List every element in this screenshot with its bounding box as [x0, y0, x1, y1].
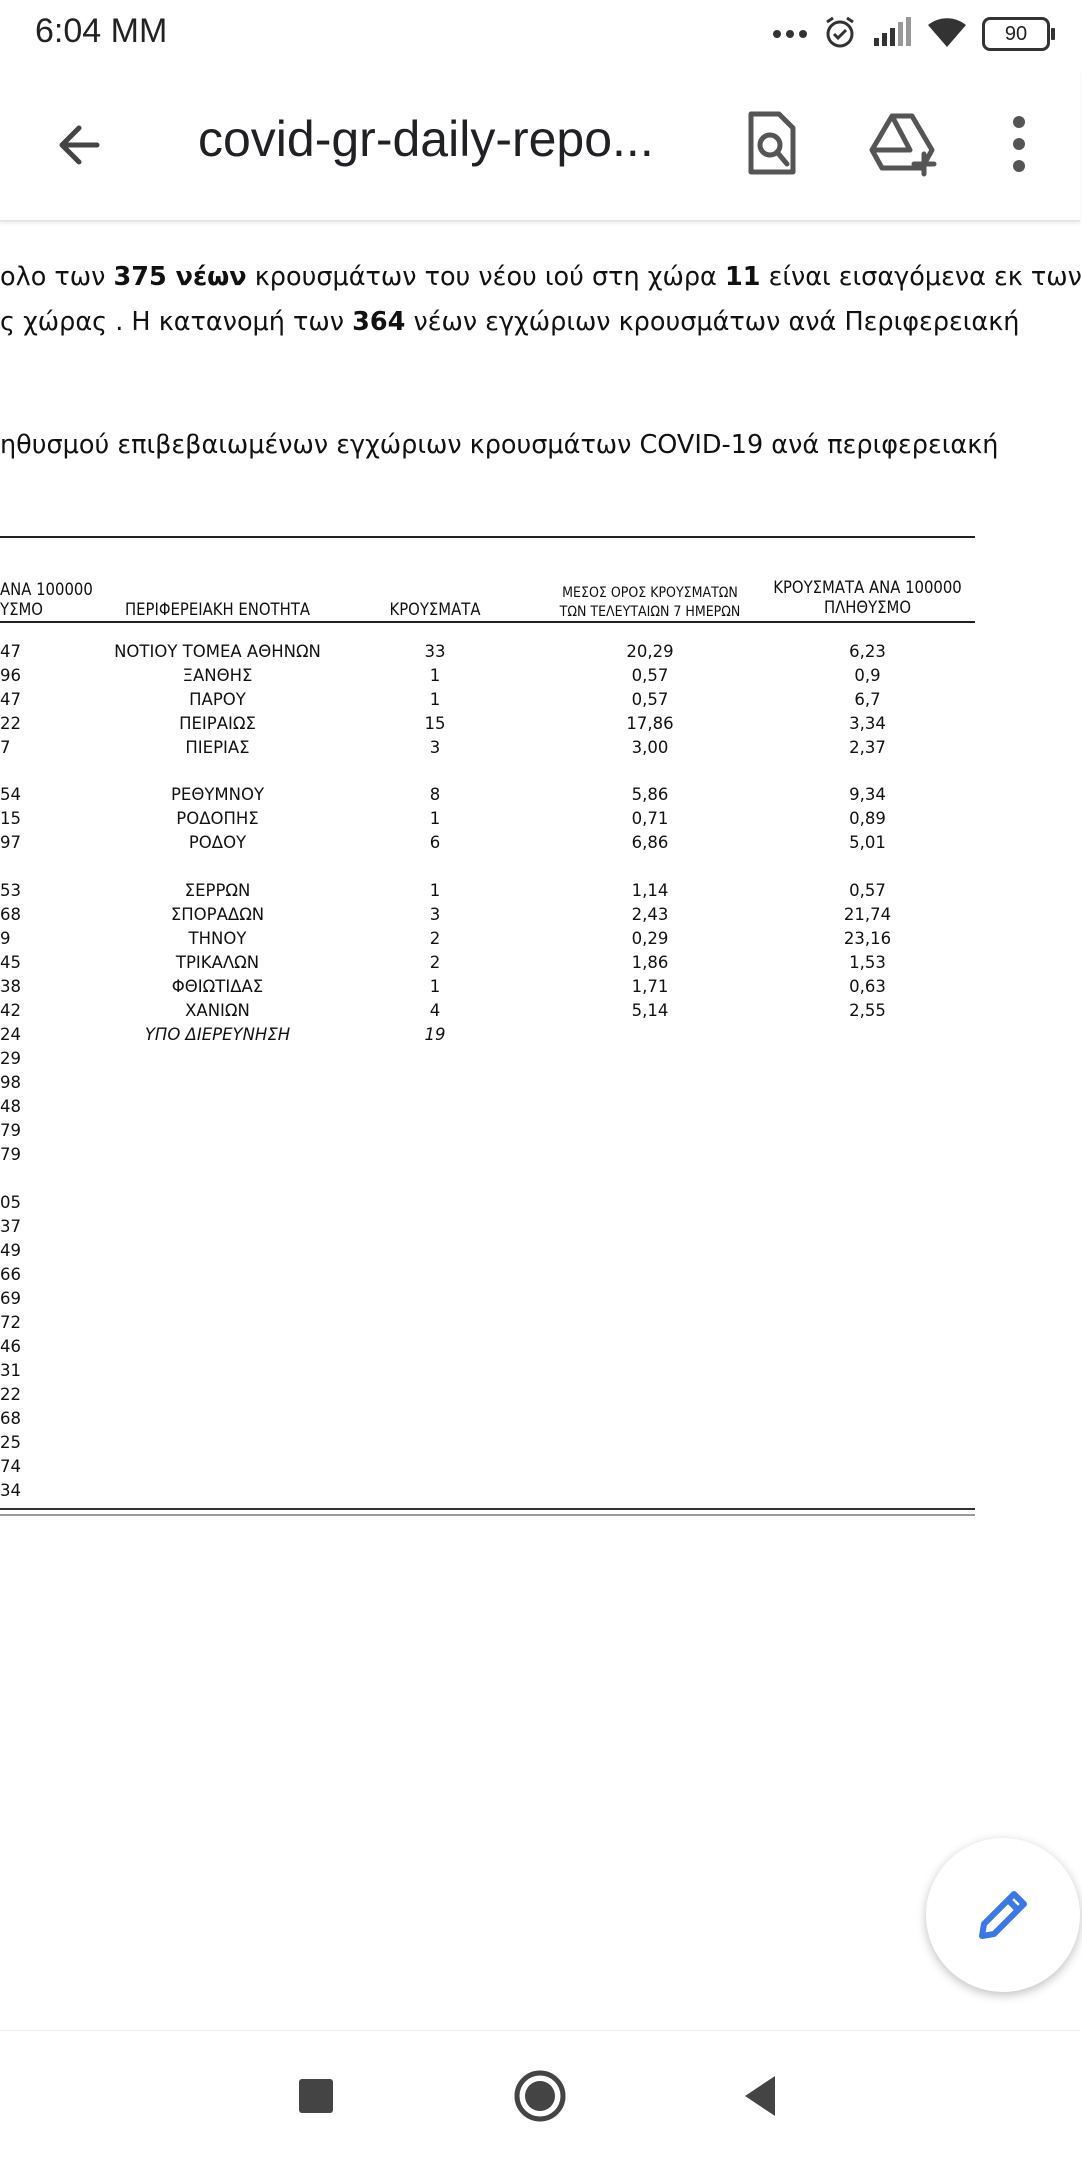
- table-cell-per-100000: 0,63: [849, 977, 886, 996]
- table-cell-7day-average: 5,86: [631, 785, 669, 804]
- table-cell-cases: 4: [429, 1001, 441, 1020]
- edit-fab-button[interactable]: [926, 1838, 1080, 1992]
- table-cell-cases: 6: [429, 833, 441, 852]
- table-cell-region: ΦΘΙΩΤΙΔΑΣ: [171, 977, 264, 996]
- table-cell-left-partial: 42: [0, 1001, 21, 1020]
- table-cell-per-100000: 0,57: [849, 881, 886, 900]
- table-cell-left-partial: 54: [0, 785, 21, 804]
- table-cell-per-100000: 23,16: [843, 929, 892, 948]
- table-cell-7day-average: 3,00: [631, 738, 669, 757]
- status-time: 6:04 ΜΜ: [35, 12, 168, 50]
- table-cell-per-100000: 2,55: [849, 1001, 886, 1020]
- table-cell-region: ΥΠΟ ΔΙΕΡΕΥΝΗΣΗ: [144, 1025, 291, 1044]
- document-title: covid-gr-daily-repo...: [198, 111, 654, 167]
- table-cell-cases: 3: [429, 738, 441, 757]
- table-cell-cases: 2: [429, 953, 441, 972]
- table-cell-left-partial: 15: [0, 809, 21, 828]
- table-cell-region: ΧΑΝΙΩΝ: [185, 1001, 250, 1020]
- table-cell-left-partial: 66: [0, 1265, 21, 1284]
- table-cell-left-partial: 7: [0, 738, 11, 757]
- app-bar: [0, 70, 1080, 222]
- table-cell-7day-average: 5,14: [631, 1001, 669, 1020]
- table-cell-per-100000: 5,01: [849, 833, 886, 852]
- table-cell-region: ΡΕΘΥΜΝΟΥ: [170, 785, 265, 804]
- battery-indicator: [982, 17, 1050, 51]
- table-cell-left-partial: 47: [0, 642, 21, 661]
- document-page[interactable]: [0, 222, 1080, 2022]
- signal-icon: [872, 16, 912, 52]
- table-cell-7day-average: 20,29: [626, 642, 674, 661]
- table-cell-cases: 3: [429, 905, 441, 924]
- status-bar: [0, 0, 1080, 70]
- table-cell-cases: 8: [429, 785, 441, 804]
- table-cell-7day-average: 0,57: [631, 666, 669, 685]
- table-cell-left-partial: 9: [0, 929, 11, 948]
- table-cell-cases: 1: [429, 881, 441, 900]
- paragraph-2-line-1: ηθυσμού επιβεβαιωμένων εγχώριων κρουσμάτων COVID-19 ανά περιφερειακή: [0, 430, 999, 460]
- table-cell-left-partial: 22: [0, 714, 21, 733]
- header-7day-average: ΜΕΣΟΣ ΟΡΟΣ ΚΡΟΥΣΜΑΤΩΝ ΤΩΝ ΤΕΛΕΥΤΑΙΩΝ 7 ΗΜΕΡΩΝ: [559, 585, 741, 620]
- table-cell-cases: 1: [429, 666, 441, 685]
- table-cell-region: ΞΑΝΘΗΣ: [182, 666, 253, 685]
- table-cell-region: ΝΟΤΙΟΥ ΤΟΜΕΑ ΑΘΗΝΩΝ: [114, 642, 321, 661]
- navigation-bar: [0, 2030, 1080, 2161]
- table-cell-per-100000: 6,7: [854, 690, 881, 709]
- table-cell-left-partial: 69: [0, 1289, 21, 1308]
- table-cell-left-partial: 24: [0, 1025, 21, 1044]
- table-cell-7day-average: 1,71: [631, 977, 669, 996]
- find-in-document-button[interactable]: [735, 108, 807, 180]
- header-left-partial: ΑΝΑ 100000 ΥΣΜΟ: [0, 580, 93, 619]
- back-arrow-icon: [45, 110, 115, 180]
- table-cell-left-partial: 46: [0, 1337, 21, 1356]
- table-cell-7day-average: 0,29: [631, 929, 669, 948]
- table-cell-7day-average: 17,86: [626, 714, 674, 733]
- table-cell-left-partial: 31: [0, 1361, 21, 1380]
- table-cell-left-partial: 79: [0, 1121, 21, 1140]
- paragraph-1-line-1: ολο των 375 νέων κρουσμάτων του νέου ιού στη χώρα 11 είναι εισαγόμενα εκ των: [0, 262, 1082, 292]
- table-cell-left-partial: 98: [0, 1073, 21, 1092]
- table-cell-left-partial: 34: [0, 1481, 21, 1500]
- table-cell-cases: 1: [429, 977, 441, 996]
- recents-square-icon: [281, 2061, 351, 2131]
- table-cell-region: ΣΠΟΡΑΔΩΝ: [170, 905, 265, 924]
- back-nav-button[interactable]: [725, 2061, 795, 2131]
- table-cell-region: ΡΟΔΟΠΗΣ: [176, 809, 259, 828]
- table-cell-region: ΠΙΕΡΙΑΣ: [185, 738, 250, 757]
- table-cell-cases: 15: [424, 714, 446, 733]
- more-dots-icon: [772, 25, 808, 44]
- back-triangle-icon: [725, 2061, 795, 2131]
- table-cell-7day-average: 0,71: [631, 809, 669, 828]
- table-cell-left-partial: 97: [0, 833, 21, 852]
- table-cell-left-partial: 38: [0, 977, 21, 996]
- table-cell-per-100000: 3,34: [849, 714, 886, 733]
- table-cell-7day-average: 1,14: [631, 881, 669, 900]
- table-cell-left-partial: 49: [0, 1241, 21, 1260]
- wifi-icon: [926, 15, 968, 53]
- table-cell-left-partial: 68: [0, 905, 21, 924]
- table-cell-left-partial: 45: [0, 953, 21, 972]
- table-cell-region: ΤΡΙΚΑΛΩΝ: [175, 953, 260, 972]
- table-cell-7day-average: 6,86: [631, 833, 669, 852]
- table-cell-left-partial: 72: [0, 1313, 21, 1332]
- recents-button[interactable]: [281, 2061, 351, 2131]
- table-cell-per-100000: 0,9: [854, 666, 881, 685]
- paragraph-1-line-2: ς χώρας . Η κατανομή των 364 νέων εγχώριων κρουσμάτων ανά Περιφερειακή: [0, 307, 1020, 337]
- table-cell-7day-average: 1,86: [631, 953, 669, 972]
- table-cell-left-partial: 96: [0, 666, 21, 685]
- table-cell-region: ΤΗΝΟΥ: [188, 929, 247, 948]
- table-cell-left-partial: 29: [0, 1049, 21, 1068]
- table-cell-per-100000: 21,74: [843, 905, 892, 924]
- table-cell-cases: 2: [429, 929, 441, 948]
- status-icons: [772, 12, 1050, 56]
- drive-add-icon: [866, 108, 938, 180]
- table-cell-left-partial: 37: [0, 1217, 21, 1236]
- header-cases: ΚΡΟΥΣΜΑΤΑ: [389, 600, 481, 619]
- table-top-rule: [0, 536, 975, 538]
- table-cell-per-100000: 1,53: [849, 953, 886, 972]
- table-cell-per-100000: 0,89: [849, 809, 886, 828]
- table-cell-region: ΠΑΡΟΥ: [189, 690, 246, 709]
- table-cell-left-partial: 74: [0, 1457, 21, 1476]
- table-header-rule: [0, 621, 975, 623]
- table-cell-left-partial: 68: [0, 1409, 21, 1428]
- pencil-icon: [974, 1886, 1032, 1944]
- more-options-button[interactable]: [985, 108, 1035, 180]
- header-region: ΠΕΡΙΦΕΡΕΙΑΚΗ ΕΝΟΤΗΤΑ: [124, 600, 310, 619]
- find-in-page-icon: [735, 108, 807, 180]
- home-button[interactable]: [505, 2061, 575, 2131]
- header-per-100000: ΚΡΟΥΣΜΑΤΑ ΑΝΑ 100000 ΠΛΗΘΥΣΜΟ: [773, 578, 962, 617]
- more-vert-icon: [985, 108, 1035, 180]
- home-circle-icon: [505, 2061, 575, 2131]
- table-cell-7day-average: 2,43: [631, 905, 669, 924]
- table-cell-cases: 1: [429, 809, 441, 828]
- table-cell-left-partial: 05: [0, 1193, 21, 1212]
- table-cell-cases: 19: [424, 1025, 446, 1044]
- table-cell-cases: 1: [429, 690, 441, 709]
- table-cell-left-partial: 47: [0, 690, 21, 709]
- table-cell-region: ΣΕΡΡΩΝ: [184, 881, 251, 900]
- table-cell-7day-average: 0,57: [631, 690, 669, 709]
- table-cell-left-partial: 48: [0, 1097, 21, 1116]
- table-cell-left-partial: 25: [0, 1433, 21, 1452]
- table-cell-left-partial: 53: [0, 881, 21, 900]
- table-cell-per-100000: 9,34: [849, 785, 886, 804]
- table-cell-per-100000: 6,23: [849, 642, 886, 661]
- table-cell-left-partial: 22: [0, 1385, 21, 1404]
- table-cell-cases: 33: [424, 642, 446, 661]
- table-cell-region: ΠΕΙΡΑΙΩΣ: [179, 714, 256, 733]
- table-bottom-rule: [0, 1508, 975, 1516]
- table-cell-region: ΡΟΔΟΥ: [188, 833, 247, 852]
- add-to-drive-button[interactable]: [866, 108, 938, 180]
- battery-level: 90: [1004, 22, 1028, 45]
- table-cell-per-100000: 2,37: [849, 738, 886, 757]
- table-cell-left-partial: 79: [0, 1145, 21, 1164]
- back-button[interactable]: [45, 110, 115, 180]
- alarm-icon: [822, 14, 858, 54]
